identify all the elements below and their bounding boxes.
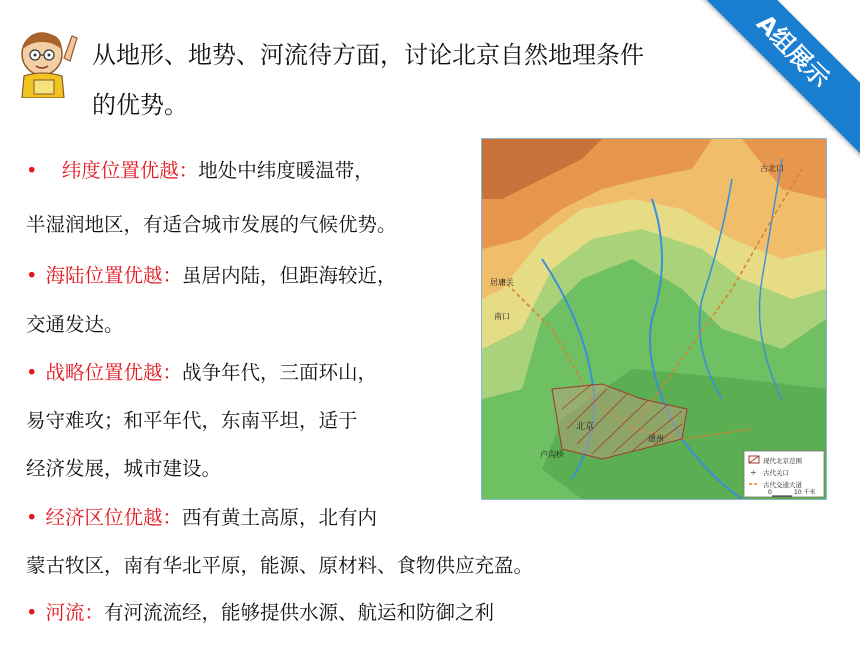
point-3-line-1 bbox=[26, 358, 377, 388]
point-2-label: 海陆位置优越： bbox=[45, 264, 183, 287]
bullet-icon: • bbox=[26, 361, 38, 384]
bullet-icon: • bbox=[26, 601, 38, 624]
point-3-line-3: 经济发展，城市建设。 bbox=[26, 457, 222, 480]
point-1-label: 纬度位置优越： bbox=[61, 159, 199, 182]
point-2-text-a: 虽居内陆，但距海较近， bbox=[182, 264, 397, 287]
title-line-1: 从地形、地势、河流待方面，讨论北京自然地理条件 bbox=[92, 41, 644, 69]
beijing-terrain-map bbox=[481, 138, 827, 500]
point-4-line-1 bbox=[26, 503, 377, 533]
group-badge-ribbon: A组展示 bbox=[687, 0, 860, 157]
point-2-line-2: 交通发达。 bbox=[26, 313, 124, 336]
bullet-icon: • bbox=[26, 159, 38, 182]
point-1-line-2: 半湿润地区，有适合城市发展的气候优势。 bbox=[26, 213, 397, 236]
title-line-2: 的优势。 bbox=[92, 91, 188, 119]
legend-item-1: 现代北京范围 bbox=[763, 457, 802, 465]
pass-icon: ÷ bbox=[750, 468, 757, 477]
point-3-line-2: 易守难攻；和平年代，东南平坦，适于 bbox=[26, 409, 358, 432]
point-5-text-a: 有河流流经，能够提供水源、航运和防御之利 bbox=[104, 601, 495, 624]
bullet-icon: • bbox=[26, 506, 38, 529]
legend-item-2: 古代关口 bbox=[763, 469, 789, 477]
place-juyongguan: 居庸关 bbox=[490, 278, 514, 287]
place-nankou: 南口 bbox=[494, 312, 510, 321]
point-1-line-1 bbox=[26, 156, 374, 186]
place-lugouqiao: 卢沟桥 bbox=[540, 450, 564, 459]
point-2-line-1 bbox=[26, 261, 397, 291]
point-1-text-a: 地处中纬度暖温带， bbox=[198, 159, 374, 182]
bullet-icon: • bbox=[26, 264, 38, 287]
point-5-line-1 bbox=[26, 598, 494, 628]
place-beijing: 北京 bbox=[576, 422, 595, 432]
legend-item-3: 古代交通大道 bbox=[763, 481, 802, 489]
point-4-text-a: 西有黄土高原，北有内 bbox=[182, 506, 378, 529]
question-title bbox=[92, 30, 752, 130]
point-5-label: 河流： bbox=[45, 601, 105, 624]
student-avatar-illustration bbox=[14, 28, 80, 98]
place-gubeikou: 古北口 bbox=[760, 164, 784, 173]
point-3-text-a: 战争年代，三面环山， bbox=[182, 361, 378, 384]
point-3-label: 战略位置优越： bbox=[45, 361, 183, 384]
place-tongzhou: 通州 bbox=[648, 434, 664, 443]
scale-zero: 0 bbox=[768, 489, 772, 496]
point-4-line-2: 蒙古牧区，南有华北平原，能源、原材料、食物供应充盈。 bbox=[26, 554, 534, 577]
scale-label: 10 千米 bbox=[794, 489, 816, 496]
point-4-label: 经济区位优越： bbox=[45, 506, 183, 529]
